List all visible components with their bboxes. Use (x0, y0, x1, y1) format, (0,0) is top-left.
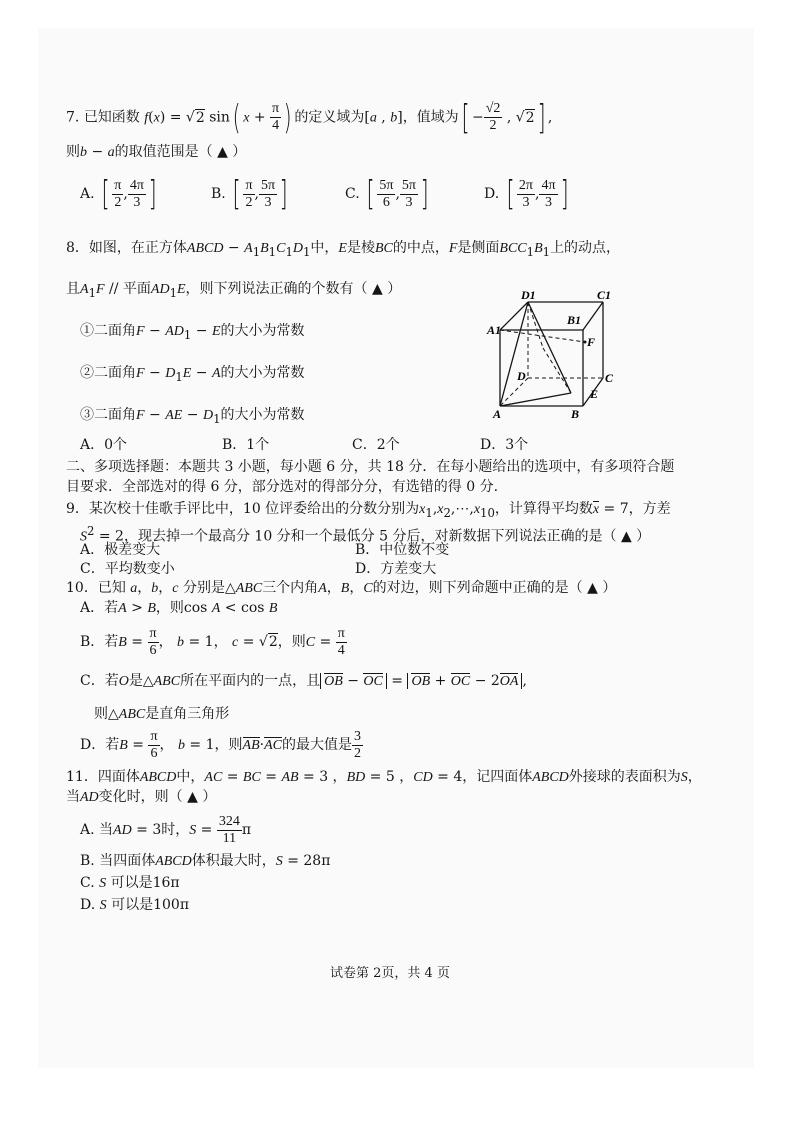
q10-option-a[interactable]: A．若A > B，则cos A < cos B (80, 600, 278, 616)
label-e: E (590, 387, 599, 401)
q9-option-b[interactable]: B．中位数不变 (355, 542, 450, 558)
label-f: F (587, 335, 596, 349)
label-b: B (571, 407, 580, 421)
q11-option-c[interactable]: C. S 可以是16π (80, 875, 180, 891)
q9-option-c[interactable]: C．平均数变小 (80, 561, 175, 577)
label-d: D (517, 369, 526, 383)
cube-figure (485, 288, 625, 423)
q10-option-c[interactable]: C．若O是△ABC所在平面内的一点，且 OB − OC = OB + OC − 2OA , (80, 673, 527, 689)
q8-option-c[interactable]: C．2个 (352, 437, 400, 453)
q8-item-1: ①二面角$F - AD_1 - E$的大小为常数 (80, 323, 305, 342)
q7-stem-2: 则b − a的取值范围是（ ▲ ） (66, 144, 247, 160)
q7-option-a[interactable]: A. [ $\frac{\pi}{2}$ , $\frac{4\pi}{3}$ ] (80, 174, 157, 214)
section2-heading: 二、多项选择题：本题共 3 小题，每小题 6 分，共 18 分．在每小题给出的选项中，有多项符合题 (66, 459, 675, 475)
q11-option-a[interactable]: A. 当AD = 3时，S = $\frac{324}{11}$ π (80, 813, 252, 846)
q8-option-b[interactable]: B．1个 (222, 437, 270, 453)
q9-stem: 9．某次校十佳歌手评比中，10 位评委给出的分数分别为$x_1,x_2,\cdots,x_{10}$，计算得平均数x = 7，方差 (66, 501, 671, 520)
q7-option-b[interactable]: B. [ $\frac{\pi}{2}$ , $\frac{5\pi}{3}$ ] (211, 174, 288, 214)
q10-option-d[interactable]: D．若B = $\frac{\pi}{6}$ ， b = 1，则AB·AC的最大值是 $\frac{3}{2}$ (80, 728, 361, 761)
page-footer: 试卷第 2页，共 4 页 (330, 966, 450, 981)
q8-option-a[interactable]: A．0个 (80, 437, 128, 453)
section2-heading-2: 目要求．全部选对的得 6 分，部分选对的得部分分，有选错的得 0 分. (66, 479, 499, 495)
q11-stem-2: 当AD变化时，则（ ▲ ） (66, 789, 217, 805)
label-a: A (493, 407, 502, 421)
label-c: C (605, 371, 614, 385)
q11-option-b[interactable]: B. 当四面体ABCD体积最大时，S = 28π (80, 853, 331, 869)
label-c1: C1 (597, 288, 612, 302)
q11-stem: 11．四面体ABCD中，AC = BC = AB = 3 ，BD = 5 ，CD = 4，记四面体ABCD外接球的表面积为S， (66, 769, 702, 785)
q7-option-c[interactable]: C. [ $\frac{5\pi}{6}$ , $\frac{5\pi}{3}$ ] (345, 174, 429, 214)
q9-stem-2: $S^2 = 2$，现去掉一个最高分 10 分和一个最低分 5 分后，对新数据下列说法正确的是（ ▲ ） (80, 524, 651, 545)
label-b1: B1 (567, 313, 582, 327)
q7-option-d[interactable]: D. [ $\frac{2\pi}{3}$ , $\frac{4\pi}{3}$ ] (484, 174, 569, 214)
q10-stem: 10．已知 a，b，c 分别是△ABC三个内角A，B，C的对边，则下列命题中正确的是（ ▲ ） (66, 580, 617, 596)
q10-option-b[interactable]: B．若B = $\frac{\pi}{6}$ ， b = 1， c = √2，则C = $\frac{\pi}{4}$ (80, 625, 345, 658)
q7-stem: 7. 已知函数 f(x) = √2 sin( x + $\frac{\pi}{4}$ ) 的定义域为[a , b]，值域为[ − $\frac{√2}{2}$ , √2] , (66, 97, 553, 138)
q8-stem: 8．如图，在正方体ABCD − $A_1B_1C_1D_1$中，E是棱BC的中点，F是侧面$BCC_1B_1$上的动点， (66, 240, 621, 259)
q8-option-d[interactable]: D．3个 (480, 437, 529, 453)
label-d1: D1 (521, 288, 536, 302)
q9-option-d[interactable]: D．方差变大 (355, 561, 437, 577)
q10-option-c-2: 则△ABC是直角三角形 (94, 706, 230, 722)
label-a1: A1 (487, 323, 502, 337)
q8-stem-2: 且$A_1F$ // 平面$AD_1E$，则下列说法正确的个数有（ ▲ ） (66, 281, 402, 300)
q8-item-3: ③二面角F − AE − $D_1$的大小为常数 (80, 407, 305, 426)
q11-option-d[interactable]: D. S 可以是100π (80, 897, 190, 913)
q9-option-a[interactable]: A．极差变大 (80, 542, 161, 558)
q8-item-2: ②二面角$F - D_1E - A$的大小为常数 (80, 365, 305, 384)
